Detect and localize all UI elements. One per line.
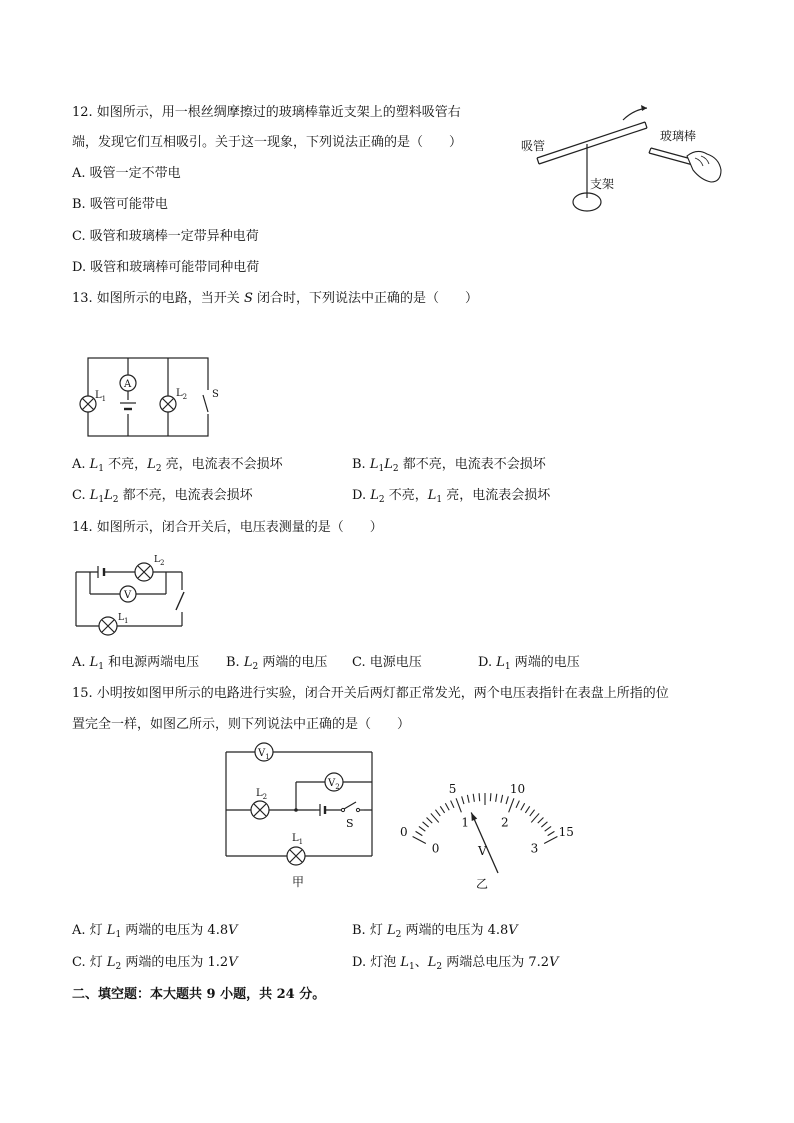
q14-option-c: C. 电源电压 [352, 655, 422, 670]
dial-tick [473, 794, 474, 802]
dial-tick [544, 837, 557, 844]
q14-option-b: B. $L_2$ 两端的电压 [226, 655, 328, 672]
svg-text:V1: $V_1$ [258, 748, 270, 761]
q13-circuit [78, 350, 218, 445]
q15-caption-yi: 乙 [476, 877, 489, 891]
q15-stem-line1: 15. 小明按如图甲所示的电路进行实验，闭合开关后两灯都正常发光，两个电压表指针在表盘上所指的位 [72, 686, 669, 701]
q15-option-a: A. 灯 $L_1$ 两端的电压为 4.8V [72, 923, 238, 940]
q12-figure [515, 100, 730, 220]
q14-stem: 14. 如图所示，闭合开关后，电压表测量的是（ ） [72, 520, 383, 535]
dial-tick [545, 826, 551, 831]
dial-tick [490, 793, 491, 801]
q13-option-b: B. $L_1L_2$ 都不亮，电流表不会损坏 [352, 457, 546, 474]
svg-text:V2: $V_2$ [328, 778, 340, 791]
dial-inner-label: 2 [500, 815, 509, 830]
dial-tick [531, 813, 539, 822]
q13-option-a: A. $L_1$ 不亮，$L_2$ 亮，电流表不会损坏 [72, 457, 283, 474]
dial-inner-label: 1 [461, 815, 470, 830]
dial-tick [427, 817, 433, 823]
dial-tick [431, 813, 439, 822]
dial-tick [451, 801, 454, 808]
straw-label: 吸管 [521, 139, 546, 153]
dial-unit-label: V [478, 844, 487, 858]
dial-outer-label: 15 [558, 824, 574, 839]
straw [537, 122, 645, 158]
q12-stem-line1: 12. 如图所示，用一根丝绸摩擦过的玻璃棒靠近支架上的塑料吸管右 [72, 105, 461, 120]
q15-caption-jia: 甲 [292, 875, 305, 889]
q12-option-a: A. 吸管一定不带电 [72, 166, 181, 181]
dial-tick [440, 806, 444, 813]
q14-option-d: D. $L_1$ 两端的电压 [478, 655, 580, 672]
q13-stem: 13. 如图所示的电路，当开关 S 闭合时，下列说法中正确的是（ ） [72, 291, 478, 306]
dial-tick [538, 817, 544, 823]
section2-heading: 二、填空题：本大题共 9 小题，共 24 分。 [72, 987, 326, 1002]
dial-tick [509, 798, 514, 812]
svg-text:L2: $L_2$ [176, 388, 188, 401]
q15-stem-line2: 置完全一样，如图乙所示，则下列说法中正确的是（ ） [72, 717, 411, 732]
svg-text:L2: $L_2$ [256, 788, 268, 801]
dial-tick [423, 822, 429, 827]
svg-text:L1: $L_1$ [118, 613, 129, 625]
dial-tick [548, 831, 555, 835]
dial-outer-label: 10 [509, 781, 526, 796]
dial-tick [541, 822, 547, 827]
dial-inner-label: 0 [431, 841, 440, 856]
dial-tick [445, 803, 449, 810]
svg-text:S: S [346, 817, 354, 830]
dial-tick [496, 794, 497, 802]
q12-option-c: C. 吸管和玻璃棒一定带异种电荷 [72, 229, 259, 244]
dial-tick [521, 803, 525, 810]
svg-text:A: A [124, 379, 132, 390]
dial-tick [416, 831, 423, 835]
dial-inner-label: 3 [530, 841, 539, 856]
stand-label: 支架 [590, 177, 615, 191]
q12-option-b: B. 吸管可能带电 [72, 197, 168, 212]
q14-circuit [72, 552, 192, 642]
q12-option-d: D. 吸管和玻璃棒可能带同种电荷 [72, 260, 260, 275]
q15-circuit-jia [222, 738, 382, 893]
dial-pointer [471, 812, 498, 873]
dial-tick [530, 810, 535, 816]
q15-meter-dial [390, 755, 580, 895]
dial-outer-label: 5 [448, 781, 457, 796]
dial-tick [419, 826, 425, 831]
dial-tick [435, 810, 440, 816]
q14-option-a: A. $L_1$ 和电源两端电压 [72, 655, 200, 672]
dial-tick [467, 795, 469, 803]
dial-tick [479, 793, 480, 801]
q15-option-b: B. 灯 $L_2$ 两端的电压为 4.8V [352, 923, 518, 940]
dial-tick [501, 795, 503, 803]
dial-pointer-head [471, 812, 477, 821]
dial-tick [516, 801, 519, 808]
svg-text:L1: $L_1$ [95, 390, 107, 403]
dial-tick [456, 798, 461, 812]
dial-outer-label: 0 [399, 824, 408, 839]
q13-option-d: D. $L_2$ 不亮，$L_1$ 亮，电流表会损坏 [352, 488, 551, 505]
q12-stem-line2: 端，发现它们互相吸引。关于这一现象，下列说法正确的是（ ） [72, 135, 463, 150]
dial-tick [462, 796, 464, 804]
q15-option-d: D. 灯泡 $L_1$、$L_2$ 两端总电压为 7.2V [352, 955, 559, 972]
dial-tick [506, 796, 508, 804]
svg-text:V: V [124, 590, 132, 601]
hand [687, 151, 721, 182]
svg-text:L1: $L_1$ [292, 833, 304, 846]
dial-tick [413, 837, 426, 844]
svg-text:L2: $L_2$ [154, 555, 165, 567]
q13-option-c: C. $L_1L_2$ 都不亮，电流表会损坏 [72, 488, 253, 505]
svg-text:S: S [212, 389, 219, 400]
rod-label: 玻璃棒 [660, 129, 697, 143]
dial-tick [525, 806, 529, 813]
q15-option-c: C. 灯 $L_2$ 两端的电压为 1.2V [72, 955, 238, 972]
